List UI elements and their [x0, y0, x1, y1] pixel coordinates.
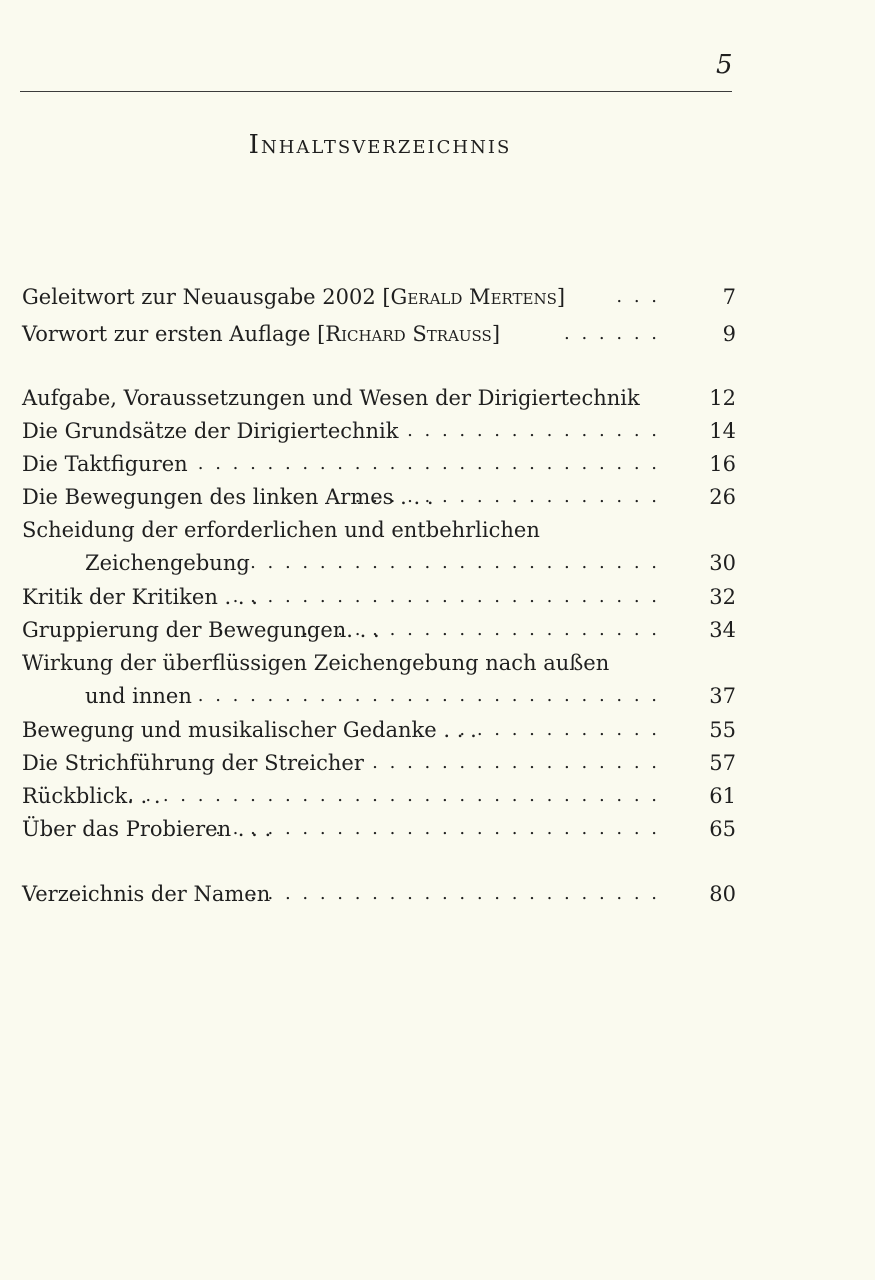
toc-entry-text: Kritik der Kritiken . . . [22, 585, 258, 609]
toc-page-number: 80 [709, 882, 736, 906]
leader-dots: . . . . . . . . . . . . . . . . . . . . . . . . . . . [197, 685, 660, 706]
leader-dots: . . . . . . . . . . . . . . . [407, 420, 660, 441]
toc-page-number: 57 [709, 751, 736, 775]
toc-page-number: 26 [709, 485, 736, 509]
leader-dots: . . . . . . . . . . . . . . . . . . . . . . . . . . [215, 818, 660, 839]
toc-page-number: 30 [709, 551, 736, 575]
leader-dots: . . . . . . . . . . . . [459, 719, 660, 740]
toc-entry-text: Aufgabe, Voraussetzungen und Wesen der Dirigiertechnik [22, 386, 640, 410]
toc-page-number: 7 [722, 285, 736, 309]
toc-entry [22, 414, 736, 448]
toc-entry-vorwort [22, 317, 736, 351]
leader-dots: . . . . . . . . . . . . . . . . . . . . . . . . . . . . . . . [127, 785, 660, 806]
toc-entry [22, 613, 736, 647]
page-number: 5 [716, 50, 733, 80]
toc-entry [22, 713, 736, 747]
leader-dots: . . . . . . . . . . . . . . . . . . . . . . . . [250, 552, 660, 573]
author-name: Gerald Mertens [390, 285, 557, 309]
toc-entry-text: Zeichengebung [85, 551, 250, 575]
toc-entry [22, 646, 736, 680]
toc-entry-text: Gruppierung der Bewegungen. . . [22, 618, 380, 642]
toc-page-number: 12 [709, 386, 736, 410]
toc-entry [22, 480, 736, 514]
leader-dots: . . . . . . . . . . . . . . . . . . . . . . . . [250, 883, 660, 904]
toc-entry [22, 447, 736, 481]
header-rule [20, 91, 732, 92]
toc-entry-namen [22, 877, 736, 911]
toc-page-number: 65 [709, 817, 736, 841]
toc-page-number: 37 [709, 684, 736, 708]
toc-entry-geleitwort [22, 280, 736, 314]
toc-entry-text: und innen [85, 684, 192, 708]
toc-entry-text: Die Grundsätze der Dirigiertechnik [22, 419, 399, 443]
toc-entry [22, 381, 736, 415]
leader-dots: . . . . . . . . . . . . . . . . . . . . . . . . . [232, 586, 660, 607]
toc-entry-text: Wirkung der überflüssigen Zeichengebung nach außen [22, 651, 610, 675]
toc-entry [22, 779, 736, 813]
toc-entry-text: Verzeichnis der Namen [22, 882, 271, 906]
toc-entry [22, 513, 736, 547]
toc-entry-text: Die Taktfiguren [22, 452, 188, 476]
toc-page-number: 34 [709, 618, 736, 642]
leader-dots: . . . . . . . . . . . . . . . . . . . . . . . . . . . [197, 453, 660, 474]
toc-entry-text: Scheidung der erforderlichen und entbehrlichen [22, 518, 540, 542]
toc-page-number: 55 [709, 718, 736, 742]
toc-entry-text: Vorwort zur ersten Auflage [Richard Strauss] [22, 322, 501, 346]
toc-entry-text: Die Strichführung der Streicher [22, 751, 364, 775]
toc-page-number: 32 [709, 585, 736, 609]
toc-page-number: 9 [722, 322, 736, 346]
toc-page-number: 16 [709, 452, 736, 476]
toc-entry-continuation [22, 679, 736, 713]
leader-dots: . . . [616, 286, 660, 307]
toc-page-number: 14 [709, 419, 736, 443]
toc-entry-text: Geleitwort zur Neuausgabe 2002 [Gerald Mertens] [22, 285, 566, 309]
toc-entry-text: Über das Probieren . . . [22, 817, 272, 841]
toc-entry [22, 812, 736, 846]
author-name: Richard Strauss [325, 322, 492, 346]
leader-dots: . . . . . . . . . . . . . . . . . . [354, 752, 660, 773]
leader-dots: . . . . . . . . . . . . . . . . . . . . . [302, 619, 660, 640]
toc-entry [22, 580, 736, 614]
page-title: Inhaltsverzeichnis [248, 130, 512, 160]
toc-entry-text: Rückblick. . . [22, 784, 161, 808]
toc-entry-text: Die Bewegungen des linken Armes . . . [22, 485, 434, 509]
toc-page-number: 61 [709, 784, 736, 808]
toc-entry [22, 746, 736, 780]
toc-entry-text: Bewegung und musikalischer Gedanke . . . [22, 718, 477, 742]
toc-entry-continuation [22, 546, 736, 580]
leader-dots: . . . . . . [564, 323, 660, 344]
leader-dots: . . . . . . . . . . . . . . . . . . [354, 486, 660, 507]
